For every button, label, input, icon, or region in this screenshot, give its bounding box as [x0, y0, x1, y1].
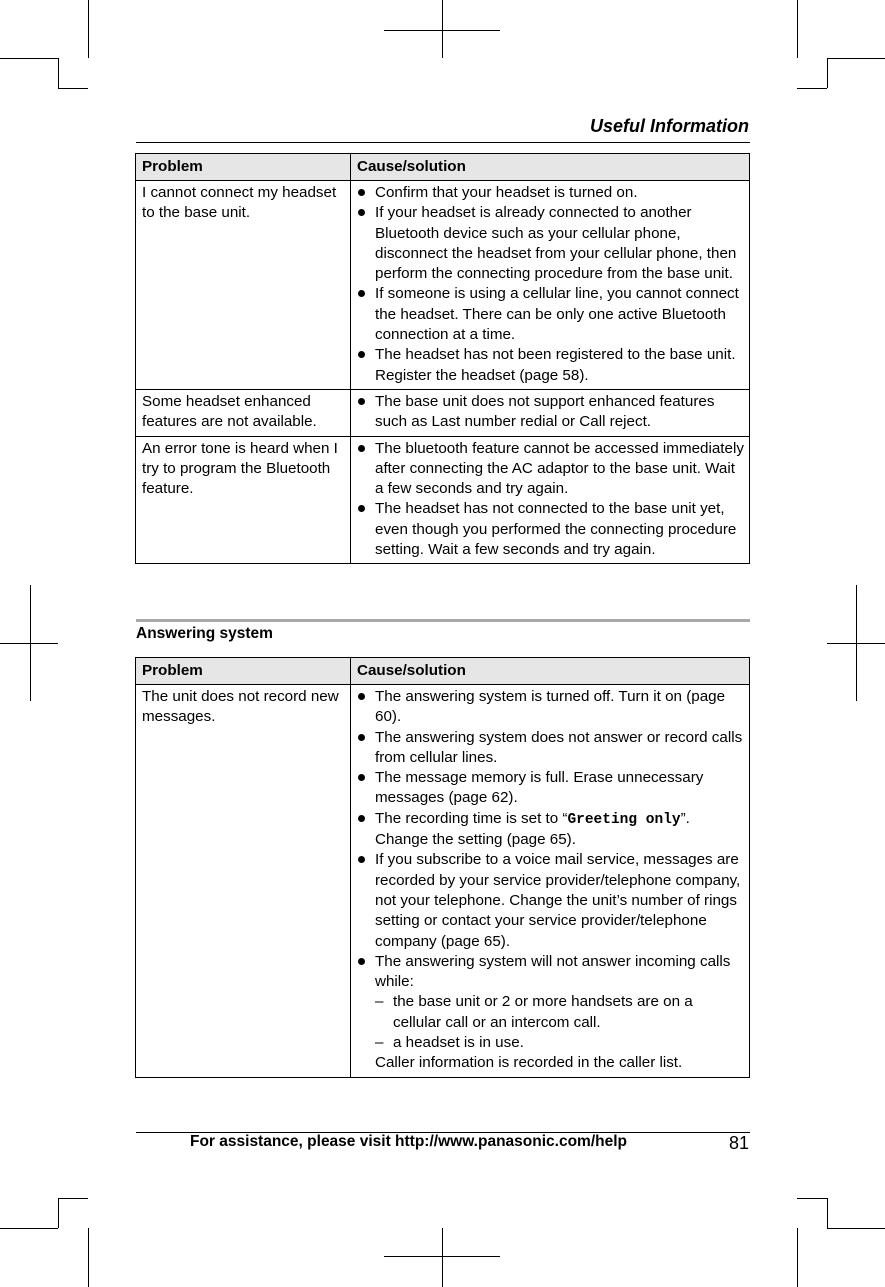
problem-column-header: Problem: [136, 658, 351, 685]
table-header-row: [136, 658, 750, 685]
problem-cell: I cannot connect my headset to the base unit.: [136, 181, 351, 390]
cause-item: The answering system is turned off. Turn it on (page 60).: [357, 687, 745, 728]
greeting-text-before: The recording time is set to “: [375, 809, 568, 827]
cause-item: The headset has not connected to the base unit yet, even though you performed the connecting procedure setting. Wait a few seconds and try again.: [357, 499, 745, 560]
bluetooth-troubleshooting-table: [135, 153, 750, 564]
cause-column-header: Cause/solution: [351, 154, 750, 181]
cause-cell: [351, 181, 750, 390]
table-row: [136, 436, 750, 564]
page-header-title: Useful Information: [589, 116, 749, 136]
table-row: [136, 389, 750, 436]
cause-item: [357, 809, 745, 851]
table-header-row: [136, 154, 750, 181]
cause-item: If someone is using a cellular line, you cannot connect the headset. There can be only one active Bluetooth connection at a time.: [357, 284, 745, 345]
problem-cell: An error tone is heard when I try to program the Bluetooth feature.: [136, 436, 351, 564]
cause-item: If your headset is already connected to another Bluetooth device such as your cellular phone, disconnect the headset from your cellular phone, then perform the connecting procedure from the base unit.: [357, 203, 745, 284]
cause-note: Caller information is recorded in the caller list.: [375, 1054, 683, 1072]
answering-system-table: [135, 657, 750, 1078]
header-rule: [136, 142, 750, 143]
footer-help-text: For assistance, please visit http://www.panasonic.com/help: [190, 1133, 627, 1150]
cause-cell: [351, 389, 750, 436]
cause-cell: [351, 685, 750, 1078]
greeting-setting-name: Greeting only: [567, 811, 681, 828]
cause-item: The bluetooth feature cannot be accessed immediately after connecting the AC adaptor to the base unit. Wait a few seconds and try again.: [357, 439, 745, 500]
cause-item: If you subscribe to a voice mail service, messages are recorded by your service provider/telephone company, not your telephone. Change the unit’s number of rings setting or contact your service provider/telephone company (page 65).: [357, 850, 745, 951]
page-number: 81: [728, 1133, 749, 1153]
cause-item: Confirm that your headset is turned on.: [357, 183, 745, 203]
cause-item: The answering system does not answer or record calls from cellular lines.: [357, 728, 745, 769]
problem-cell: The unit does not record new messages.: [136, 685, 351, 1078]
table-row: [136, 685, 750, 1078]
cause-intro: The answering system will not answer incoming calls while:: [375, 952, 731, 991]
cause-cell: [351, 436, 750, 564]
problem-column-header: Problem: [136, 154, 351, 181]
section-rule: [136, 619, 750, 622]
cause-column-header: Cause/solution: [351, 658, 750, 685]
cause-item: [357, 952, 745, 1074]
sub-list-item: – a headset is in use.: [375, 1033, 745, 1053]
sub-list-item: – the base unit or 2 or more handsets are on a cellular call or an intercom call.: [375, 992, 745, 1033]
table-row: [136, 181, 750, 390]
section-title: Answering system: [136, 625, 273, 642]
cause-item: The base unit does not support enhanced features such as Last number redial or Call reject.: [357, 392, 745, 433]
cause-item: The message memory is full. Erase unnecessary messages (page 62).: [357, 768, 745, 809]
cause-item: The headset has not been registered to the base unit. Register the headset (page 58).: [357, 345, 745, 386]
problem-cell: Some headset enhanced features are not available.: [136, 389, 351, 436]
sub-list: [375, 992, 745, 1053]
greeting-text-after: ”. Change the setting (page 65).: [375, 809, 690, 849]
